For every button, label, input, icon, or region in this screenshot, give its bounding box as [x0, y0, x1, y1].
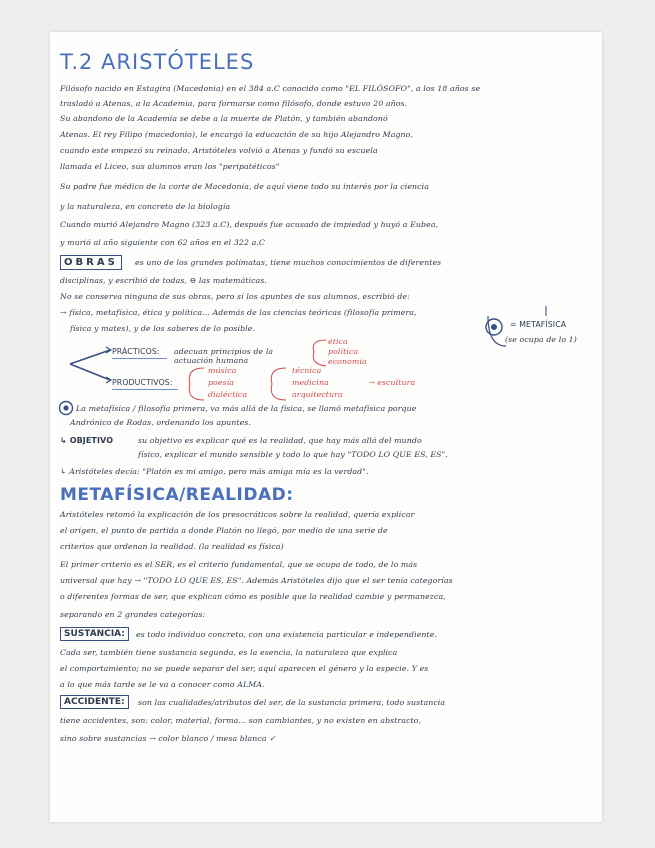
- intro-line: Su padre fue médico de la corte de Macedonia, de aquí viene todo su interés por la ciencia: [60, 182, 429, 191]
- productivos-item: medicina: [292, 378, 329, 387]
- realidad-line: separando en 2 grandes categorías:: [60, 610, 206, 619]
- objetivo-label: ↳ OBJETIVO: [60, 436, 114, 445]
- practicos-item: economía: [328, 357, 367, 366]
- practicos-desc: adecuan principios de la actuación humana: [174, 347, 274, 365]
- accidente-line: tiene accidentes, son: color, material, forma... son cambiantes, y no existen en abstracto,: [60, 716, 422, 725]
- productivos-item: arquitectura: [292, 390, 343, 399]
- brace-icon: [180, 366, 208, 402]
- accidente-line: sino sobre sustancias → color blanco / mesa blanca ✓: [60, 734, 276, 743]
- obras-line: es uno de los grandes polímatas, tiene muchos conocimientos de diferentes: [135, 258, 442, 267]
- productivos-item: poesía: [208, 378, 235, 387]
- intro-line: Su abandono de la Academia se debe a la muerte de Platón, y también abandonó: [60, 114, 388, 123]
- eye-icon: [58, 400, 74, 416]
- intro-line: trasladó a Atenas, a la Academia, para formarse como filósofo, donde estuvo 20 años.: [60, 99, 408, 108]
- practicos-item: ética: [328, 337, 348, 346]
- accidente-label: ACCIDENTE:: [60, 695, 129, 709]
- metafisica-line: La metafísica / filosofía primera, va más allá de la física, se llamó metafísica porque: [76, 404, 417, 413]
- accidente-line: son las cualidades/atributos del ser, de la sustancia primera, todo sustancia: [138, 698, 446, 707]
- intro-line: cuando este empezó su reinado, Aristóteles volvió a Atenas y fundó su escuela: [60, 146, 378, 155]
- metafisica-side-label: = METAFÍSICA: [510, 320, 567, 329]
- productivos-item: dialéctica: [208, 390, 248, 399]
- sustancia-line: a lo que más tarde se le va a conocer como ALMA.: [60, 680, 265, 689]
- brace-icon: [262, 366, 290, 402]
- metafisica-line: Andrónico de Rodas, ordenando los apuntes.: [70, 418, 252, 427]
- objetivo-line: su objetivo es explicar qué es la realidad, que hay más allá del mundo: [138, 436, 422, 445]
- intro-line: y la naturaleza, en concreto de la biología: [60, 202, 231, 211]
- quote-line: ↳ Aristóteles decía: "Platón es mi amigo, pero más amiga mía es la verdad".: [60, 467, 369, 476]
- obras-label: OBRAS: [60, 255, 122, 270]
- sustancia-line: el comportamiento; no se puede separar del ser, aquí aparecen el género y la especie. Y es: [60, 664, 429, 673]
- objetivo-line: físico, explicar el mundo sensible y todo lo que hay "TODO LO QUE ES, ES".: [138, 450, 448, 459]
- realidad-line: o diferentes formas de ser, que explican cómo es posible que la realidad cambie y permanezca,: [60, 592, 446, 601]
- metafisica-side-sub: (se ocupa de lo 1): [505, 335, 577, 344]
- obras-line: física y mates), y de los saberes de lo posible.: [70, 324, 256, 333]
- productivos-extra: → escultura: [368, 378, 416, 387]
- realidad-line: Aristóteles retomó la explicación de los presocráticos sobre la realidad, quería explicar: [60, 510, 415, 519]
- obras-line: → física, metafísica, ética y política... Además de las ciencias teóricas (filosofía primera,: [60, 308, 417, 317]
- brace-icon: [306, 338, 330, 368]
- practicos-label: PRÁCTICOS:: [112, 347, 160, 356]
- intro-line: Filósofo nacido en Estagira (Macedonia) en el 384 a.C conocido como "EL FILÓSOFO", a los 18 años se: [60, 84, 481, 93]
- intro-line: Atenas. El rey Filipo (macedonio), le encargó la educación de su hijo Alejandro Magno,: [60, 130, 414, 139]
- practicos-underline: [112, 358, 167, 359]
- realidad-line: universal que hay → "TODO LO QUE ES, ES". Además Aristóteles dijo que el ser tenía categorías: [60, 576, 453, 585]
- realidad-line: el origen, el punto de partida a donde Platón no llegó, por medio de una serie de: [60, 526, 388, 535]
- sustancia-line: Cada ser, también tiene sustancia segunda, es la esencia, la naturaleza que explica: [60, 648, 398, 657]
- sustancia-label: SUSTANCIA:: [60, 627, 129, 641]
- productivos-underline: [112, 389, 178, 390]
- productivos-item: música: [208, 366, 237, 375]
- sustancia-line: es todo individuo concreto, con una existencia particular e independiente.: [136, 630, 438, 639]
- bracket-icon: [486, 302, 596, 350]
- page-title: T.2 ARISTÓTELES: [60, 50, 255, 74]
- realidad-line: El primer criterio es el SER, es el criterio fundamental, que se ocupa de todo, de lo más: [60, 560, 418, 569]
- intro-line: y murió al año siguiente con 62 años en el 322 a.C: [60, 238, 265, 247]
- productivos-item: técnica: [292, 366, 322, 375]
- obras-line: disciplinas, y escribió de todas, ⊖ las matemáticas.: [60, 276, 267, 285]
- productivos-label: PRODUCTIVOS:: [112, 378, 173, 387]
- intro-line: Cuando murió Alejandro Magno (323 a.C), después fue acusado de impiedad y huyó a Eubea,: [60, 220, 439, 229]
- intro-line: llamada el Liceo, sus alumnos eran los "peripatéticos": [60, 162, 280, 171]
- realidad-line: criterios que ordenan la realidad. (la realidad es física): [60, 542, 284, 551]
- obras-line: No se conserva ninguna de sus obras, pero sí los apuntes de sus alumnos, escribió de:: [60, 292, 410, 301]
- practicos-item: política: [328, 347, 359, 356]
- section-title-metafisica: METAFÍSICA/REALIDAD:: [60, 485, 294, 505]
